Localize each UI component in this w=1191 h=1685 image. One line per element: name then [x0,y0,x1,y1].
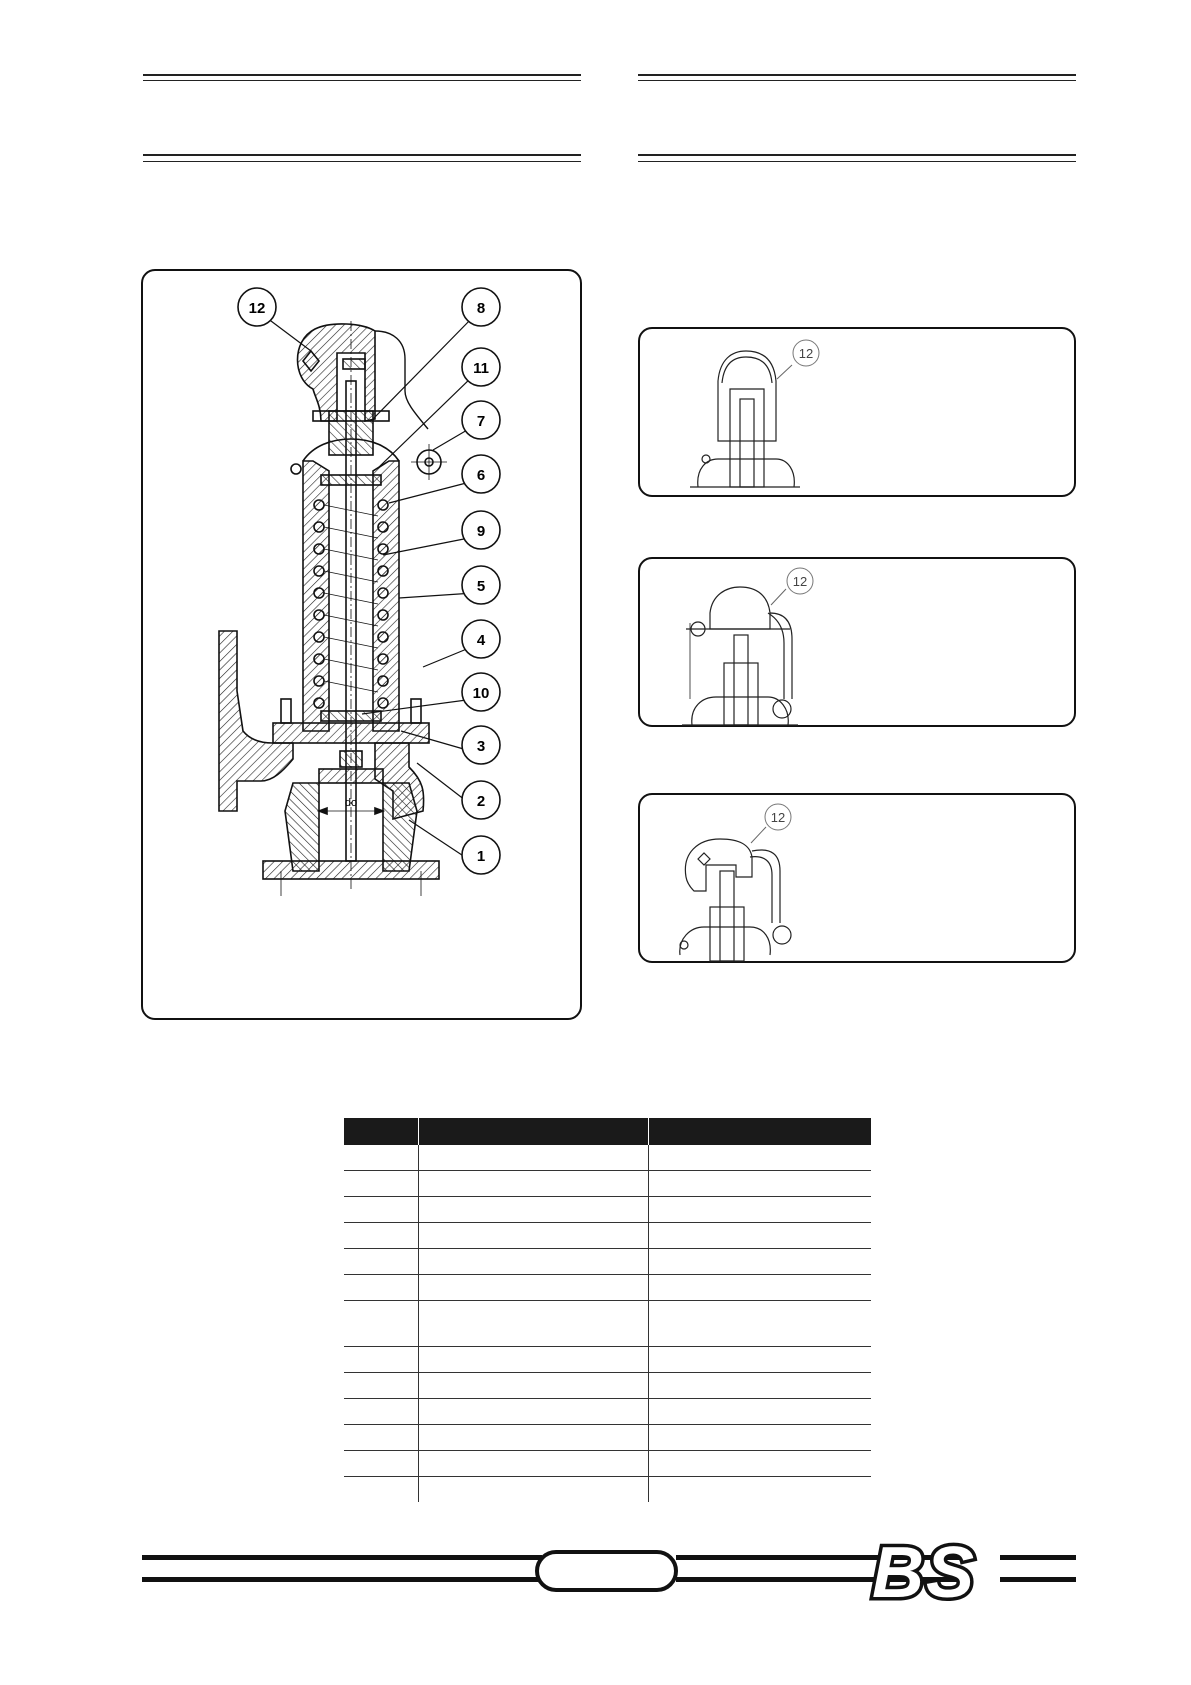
header-rule-top [143,74,581,76]
callout-6 [462,455,500,493]
callout-4 [462,620,500,658]
svg-text:7: 7 [476,413,486,430]
col-header-position [344,1118,418,1145]
variant-panel-3 [638,793,1076,963]
variant-3-callout [765,804,791,830]
table-row [344,1171,871,1197]
table-row [344,1373,871,1399]
svg-text:4: 4 [476,632,486,649]
variant-panel-2 [638,557,1076,727]
col-header-material [648,1118,871,1145]
dimension-do-label: do [344,797,358,809]
callout-7 [462,401,500,439]
col-header-description [418,1118,648,1145]
table-row [344,1425,871,1451]
callout-1 [462,836,500,874]
main-drawing-panel [141,269,582,1020]
variant-drawing-closed-cap [640,329,1078,499]
table-row [344,1477,871,1503]
variant-panel-1 [638,327,1076,497]
table-row [344,1223,871,1249]
table-row [344,1399,871,1425]
variant-drawing-open-lever [640,559,1078,729]
header-rule-top-thin [638,80,1076,81]
callout-10 [462,673,500,711]
safety-valve-section-drawing [143,271,584,1022]
parts-table [344,1118,871,1502]
svg-text:12: 12 [792,574,808,589]
svg-text:6: 6 [476,467,486,484]
variant-1-callout [793,340,819,366]
callout-5 [462,566,500,604]
callout-8 [462,288,500,326]
table-row [344,1145,871,1171]
table-row [344,1347,871,1373]
callout-3 [462,726,500,764]
variant-drawing-packed-lever [640,795,1078,965]
callout-11 [462,348,500,386]
page-number-badge [535,1550,678,1592]
header-rule-bottom [638,154,1076,156]
callout-2 [462,781,500,819]
header-rule-bottom [143,154,581,156]
table-header-row [344,1118,871,1145]
svg-text:12: 12 [798,346,814,361]
callout-12 [238,288,276,326]
svg-text:1: 1 [476,848,486,865]
svg-text:5: 5 [476,578,486,595]
svg-text:12: 12 [770,810,786,825]
table-row [344,1275,871,1301]
svg-text:9: 9 [476,523,486,540]
header-rule-top [638,74,1076,76]
header-right-title [638,92,1076,146]
table-row [344,1451,871,1477]
bs-logo [868,1537,1018,1605]
svg-text:12: 12 [248,300,266,317]
svg-text:BS: BS [872,1537,977,1605]
variant-2-callout [787,568,813,594]
callout-9 [462,511,500,549]
svg-text:11: 11 [473,360,489,377]
svg-text:8: 8 [476,300,486,317]
table-row [344,1249,871,1275]
header-left-title [143,92,581,146]
header-rule-top-thin [143,80,581,81]
svg-text:3: 3 [476,738,486,755]
header-rule-bottom-thin [143,161,581,162]
table-row [344,1197,871,1223]
svg-text:10: 10 [472,685,490,702]
svg-text:2: 2 [476,793,486,810]
header-rule-bottom-thin [638,161,1076,162]
table-row [344,1301,871,1347]
